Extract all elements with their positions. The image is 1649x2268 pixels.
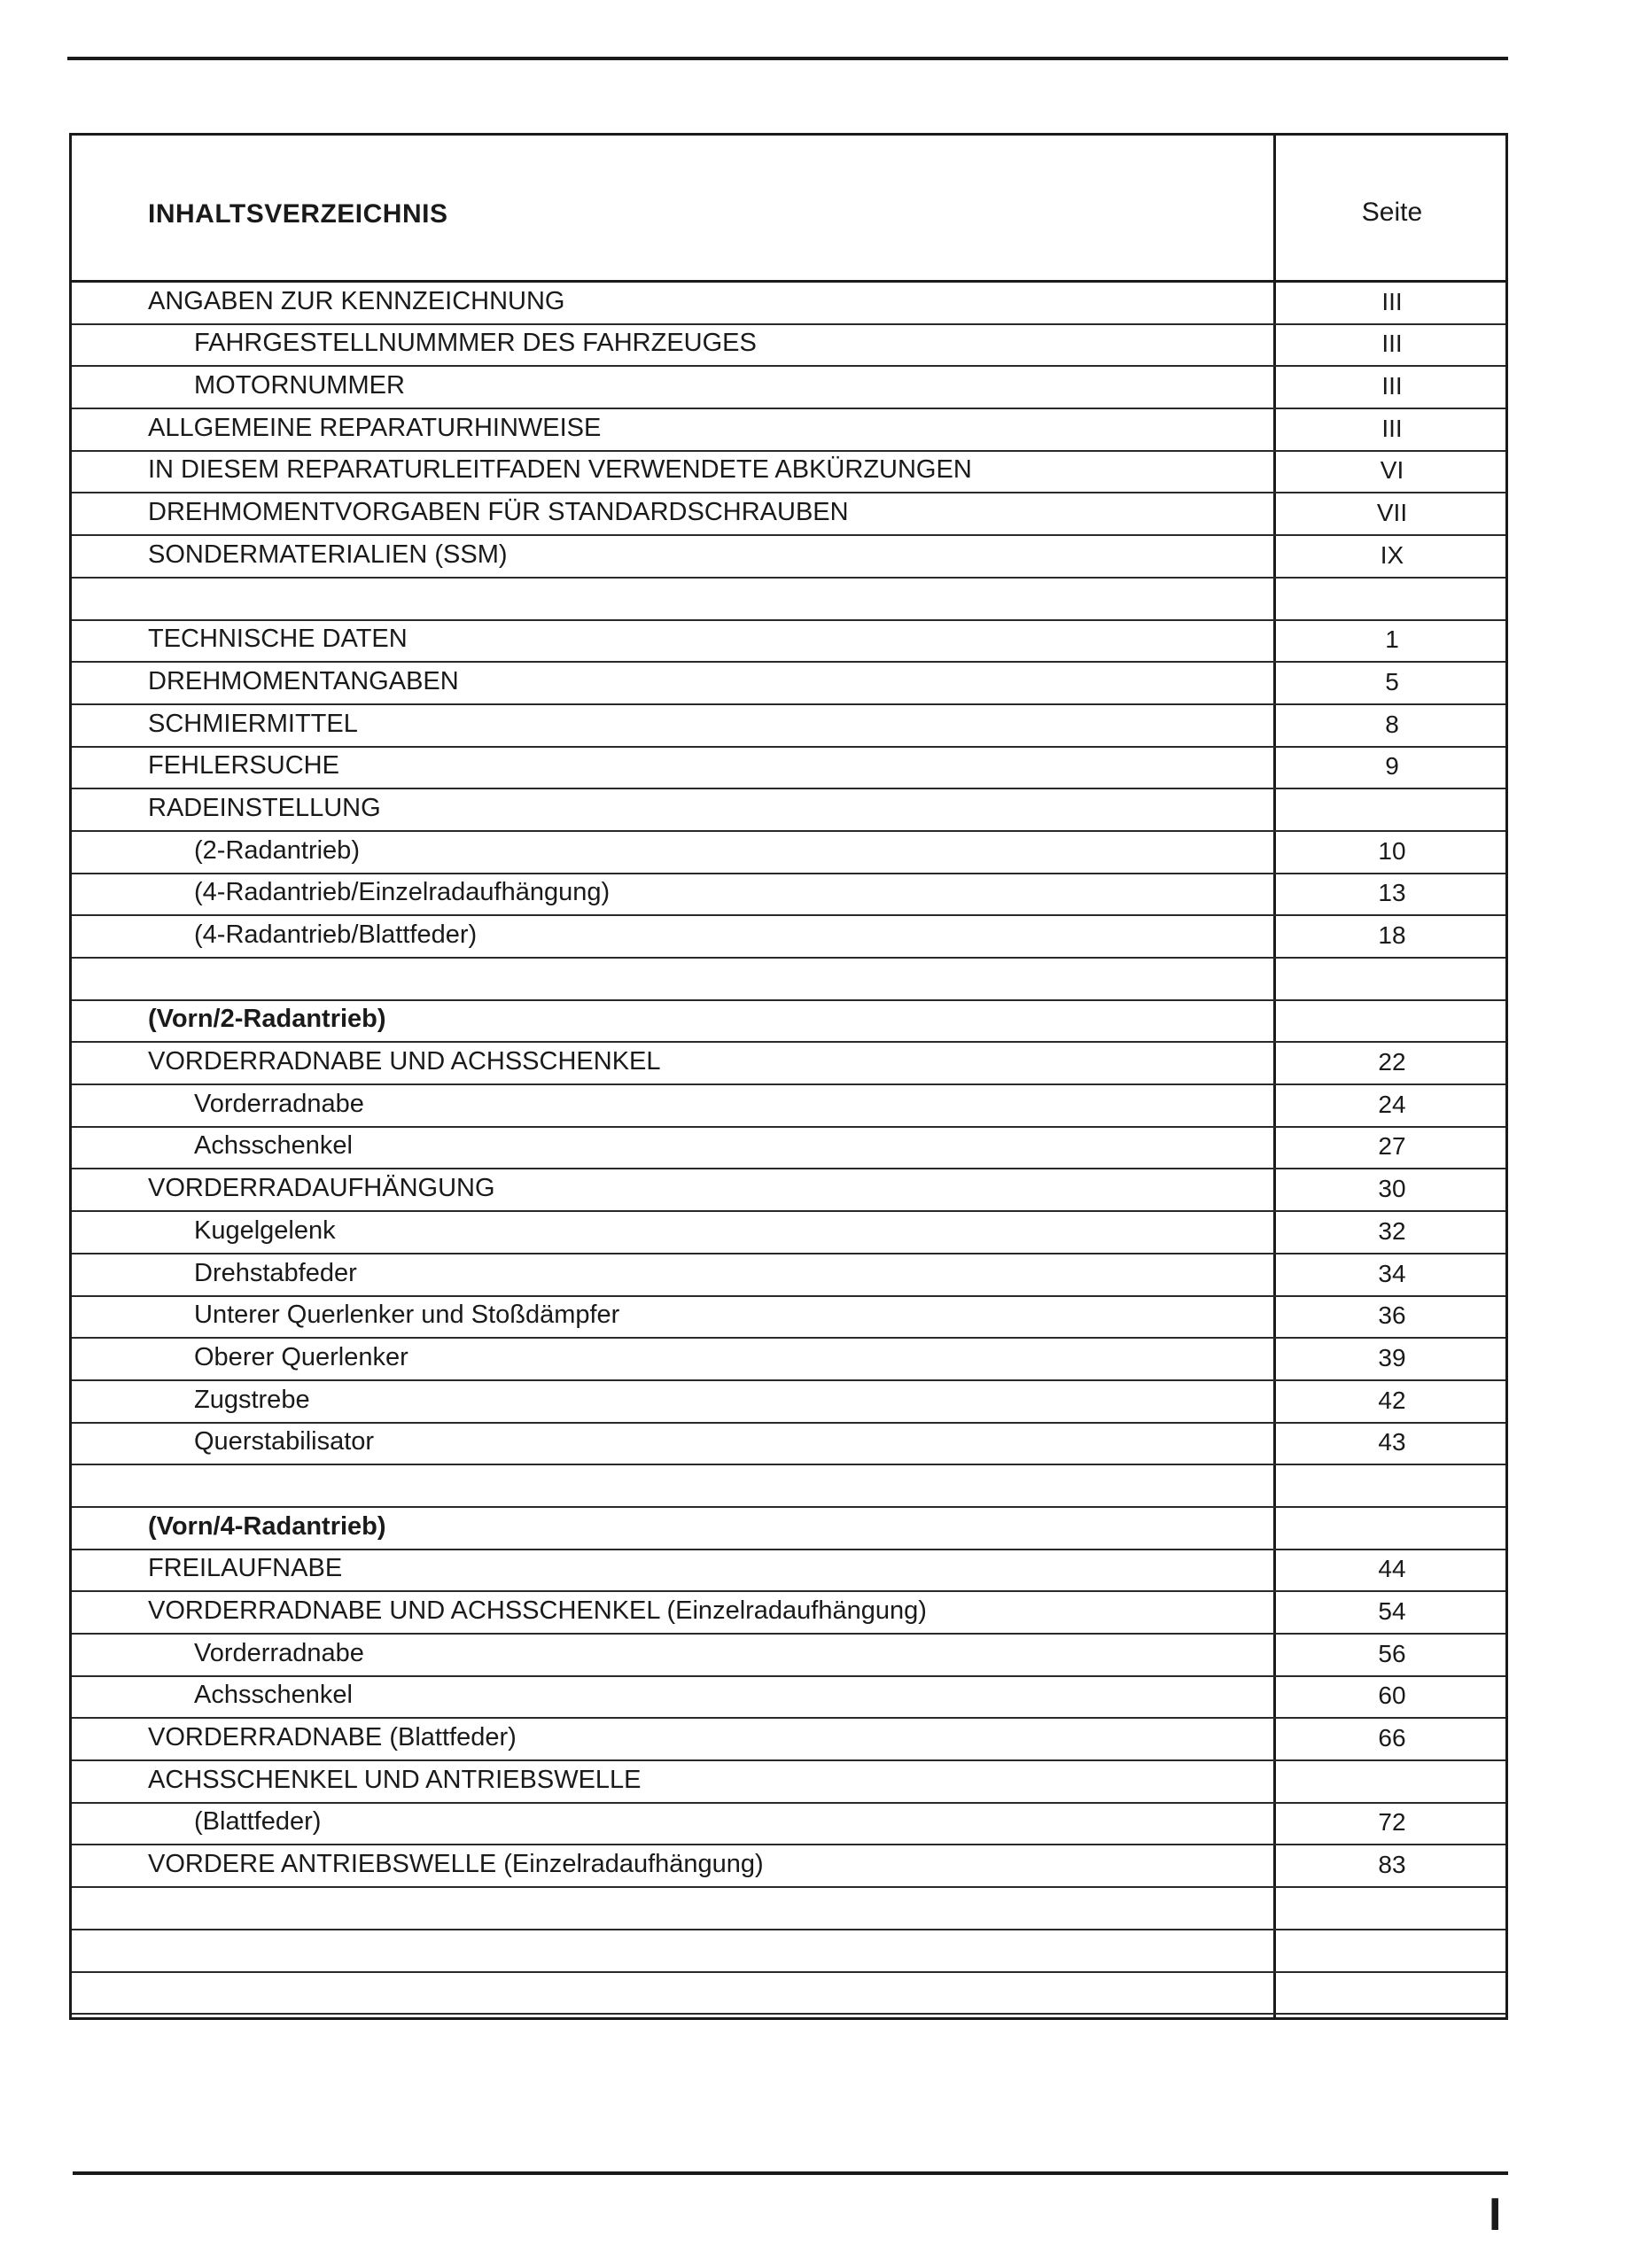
toc-row [72, 409, 1505, 452]
toc-entry-page: VII [1376, 499, 1408, 527]
toc-entry-title: VORDERRADAUFHÄNGUNG [148, 1174, 495, 1203]
toc-entry-title: VORDERE ANTRIEBSWELLE (Einzelradaufhängung) [148, 1850, 764, 1879]
toc-row [72, 1212, 1505, 1254]
toc-entry-page: 43 [1378, 1428, 1406, 1456]
toc-entry-title: Zugstrebe [194, 1385, 310, 1414]
toc-row [72, 325, 1505, 368]
toc-row [72, 1128, 1505, 1170]
toc-entry-title: VORDERRADNABE UND ACHSSCHENKEL (Einzelradaufhängung) [148, 1596, 927, 1625]
toc-row [72, 1635, 1505, 1677]
toc-entry-title: Achsschenkel [194, 1681, 353, 1710]
toc-entry-title: ACHSSCHENKEL UND ANTRIEBSWELLE [148, 1765, 642, 1794]
toc-entry-page: 72 [1378, 1808, 1406, 1837]
toc-row [72, 1973, 1505, 2016]
toc-row [72, 1550, 1505, 1593]
toc-row [72, 705, 1505, 748]
toc-entry-title: Querstabilisator [194, 1427, 375, 1456]
toc-entry-page: 13 [1378, 879, 1406, 907]
toc-entry-page: 54 [1378, 1597, 1406, 1625]
toc-entry-title: Unterer Querlenker und Stoßdämpfer [194, 1301, 620, 1330]
toc-entry-title: Drehstabfeder [194, 1258, 357, 1287]
toc-row [72, 1888, 1505, 1930]
toc-row [72, 1804, 1505, 1846]
toc-entry-title: DREHMOMENTANGABEN [148, 666, 459, 695]
toc-entry-title: IN DIESEM REPARATURLEITFADEN VERWENDETE ABKÜRZUNGEN [148, 455, 972, 485]
toc-row [72, 748, 1505, 790]
toc-entry-title: VORDERRADNABE (Blattfeder) [148, 1723, 517, 1752]
toc-entry-title: VORDERRADNABE UND ACHSSCHENKEL [148, 1047, 661, 1076]
toc-entry-title: ALLGEMEINE REPARATURHINWEISE [148, 413, 602, 442]
toc-entry-title: MOTORNUMMER [194, 371, 405, 400]
toc-entry-title: FAHRGESTELLNUMMMER DES FAHRZEUGES [194, 329, 757, 358]
toc-entry-page: IX [1380, 540, 1404, 569]
toc-entry-title: TECHNISCHE DATEN [148, 625, 408, 654]
toc-entry-title: Vorderradnabe [194, 1089, 364, 1118]
toc-entry-title: Achsschenkel [194, 1131, 353, 1161]
toc-entry-page: VI [1380, 456, 1404, 485]
toc-entry-page: III [1381, 372, 1403, 400]
toc-row [72, 493, 1505, 536]
toc-row [72, 579, 1505, 621]
toc-row [72, 1508, 1505, 1550]
toc-row [72, 367, 1505, 409]
toc-entry-page: 39 [1378, 1343, 1406, 1371]
toc-entry-page: 27 [1378, 1132, 1406, 1161]
toc-row [72, 1465, 1505, 1508]
toc-row [72, 1001, 1505, 1044]
toc-entry-page: 9 [1385, 752, 1399, 781]
toc-entry-page: 60 [1378, 1682, 1406, 1710]
toc-row [72, 1169, 1505, 1212]
toc-row [72, 1592, 1505, 1635]
toc-entry-page: 24 [1378, 1090, 1406, 1118]
toc-entry-title: (4-Radantrieb/Blattfeder) [194, 920, 478, 949]
toc-row [72, 536, 1505, 579]
toc-row [72, 1845, 1505, 1888]
toc-row [72, 621, 1505, 664]
toc-row [72, 283, 1505, 325]
page-column-header: Seite [1361, 198, 1423, 227]
page-number: I [1489, 2189, 1502, 2241]
toc-row [72, 452, 1505, 494]
toc-entry-title: (Blattfeder) [194, 1807, 322, 1837]
toc-entry-page: 18 [1378, 921, 1406, 949]
toc-row [72, 1254, 1505, 1297]
toc-row [72, 916, 1505, 959]
toc-row [72, 1297, 1505, 1340]
toc-entry-title: (Vorn/4-Radantrieb) [148, 1511, 386, 1541]
toc-entry-page: 5 [1385, 667, 1399, 695]
toc-entry-page: 22 [1378, 1048, 1406, 1076]
toc-row [72, 1043, 1505, 1085]
toc-entry-title: (2-Radantrieb) [194, 835, 360, 865]
toc-entry-title: Oberer Querlenker [194, 1342, 408, 1371]
toc-row [72, 1085, 1505, 1128]
toc-entry-title: DREHMOMENTVORGABEN FÜR STANDARDSCHRAUBEN [148, 498, 849, 527]
toc-row [72, 663, 1505, 705]
toc-entry-page: 56 [1378, 1639, 1406, 1667]
top-rule [67, 57, 1508, 60]
toc-entry-page: 83 [1378, 1851, 1406, 1879]
toc-entry-title: Kugelgelenk [194, 1216, 336, 1245]
toc-entry-page: 30 [1378, 1175, 1406, 1203]
toc-entry-page: 1 [1385, 625, 1399, 654]
toc-rows [72, 283, 1505, 2015]
toc-title: INHALTSVERZEICHNIS [148, 199, 448, 229]
toc-entry-title: Vorderradnabe [194, 1638, 364, 1667]
table-of-contents [69, 133, 1508, 2020]
toc-entry-title: SCHMIERMITTEL [148, 709, 358, 738]
toc-row [72, 959, 1505, 1001]
toc-row [72, 1930, 1505, 1973]
toc-row [72, 1677, 1505, 1720]
toc-header [72, 136, 1505, 283]
toc-row [72, 1381, 1505, 1424]
toc-entry-page: III [1381, 414, 1403, 442]
toc-row [72, 1339, 1505, 1381]
toc-entry-page: 10 [1378, 836, 1406, 865]
toc-entry-title: FREILAUFNABE [148, 1554, 343, 1583]
toc-row [72, 832, 1505, 874]
toc-entry-title: ANGABEN ZUR KENNZEICHNUNG [148, 286, 565, 315]
bottom-rule [73, 2171, 1508, 2175]
toc-row [72, 874, 1505, 917]
toc-row [72, 1761, 1505, 1804]
toc-entry-page: 34 [1378, 1259, 1406, 1287]
toc-entry-page: 66 [1378, 1724, 1406, 1752]
toc-entry-page: 42 [1378, 1386, 1406, 1414]
toc-entry-page: 32 [1378, 1216, 1406, 1245]
toc-entry-page: III [1381, 330, 1403, 358]
toc-row [72, 1424, 1505, 1466]
toc-entry-page: 8 [1385, 710, 1399, 738]
toc-entry-page: III [1381, 287, 1403, 315]
toc-entry-title: SONDERMATERIALIEN (SSM) [148, 540, 508, 569]
toc-entry-title: RADEINSTELLUNG [148, 793, 381, 822]
toc-entry-page: 36 [1378, 1301, 1406, 1330]
toc-entry-title: FEHLERSUCHE [148, 751, 339, 781]
toc-entry-page: 44 [1378, 1555, 1406, 1583]
toc-row [72, 789, 1505, 832]
toc-entry-title: (4-Radantrieb/Einzelradaufhängung) [194, 878, 611, 907]
toc-row [72, 1719, 1505, 1761]
toc-entry-title: (Vorn/2-Radantrieb) [148, 1005, 386, 1034]
